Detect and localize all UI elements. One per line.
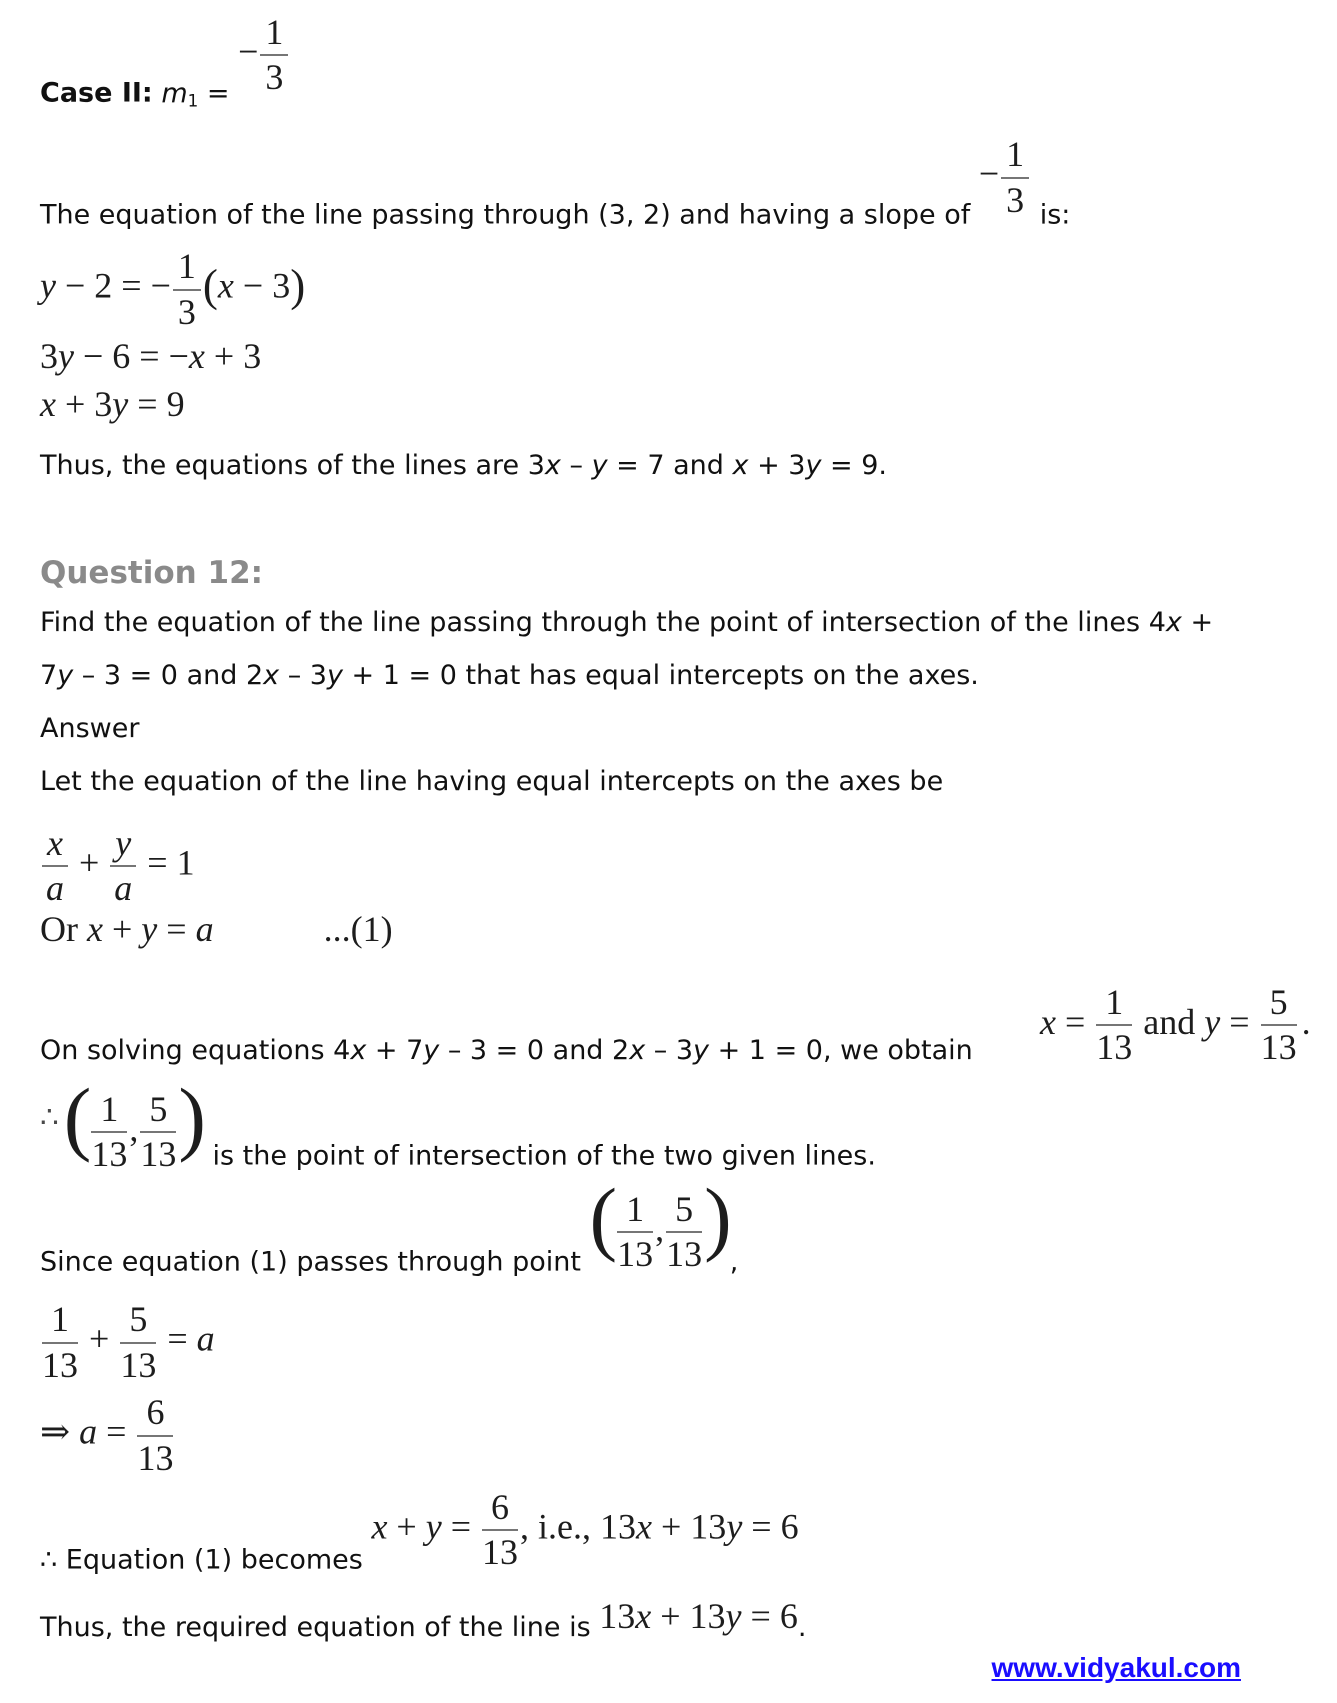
- intersection-point-math: ∴( $\frac{1}{13}$ , $\frac{5}{13}$ ): [40, 1070, 204, 1175]
- case-conclusion: Thus, the equations of the lines are 3x – y = 7 and x + 3y = 9.: [40, 449, 887, 481]
- let-sentence: Let the equation of the line having equal intercepts on the axes be: [40, 765, 944, 797]
- since-sentence: [40, 1170, 1297, 1283]
- intersection-point-text: is the point of intersection of the two given lines.: [203, 1140, 876, 1172]
- a-value-equation: ⇒ a = $\frac{6}{13}$: [40, 1392, 174, 1478]
- question-text: [40, 596, 1297, 702]
- equation-step-1: y − 2 = − $\frac{1}{3}$ (x − 3): [40, 246, 306, 332]
- answer-label: Answer: [40, 712, 140, 744]
- case-label: Case II:: [40, 77, 153, 109]
- equation-step-2: 3y − 6 = −x + 3: [40, 335, 262, 376]
- question-heading: Question 12:: [40, 554, 264, 591]
- case-ii-heading: [40, 0, 1297, 120]
- intro-sentence: [40, 136, 1297, 236]
- final-equation: 13x + 13y = 6: [599, 1595, 798, 1636]
- final-text: Thus, the required equation of the line is: [40, 1611, 600, 1643]
- substitution-equation: $\frac{1}{13}$ + $\frac{5}{13}$ = a: [42, 1299, 215, 1385]
- slope-fraction: − $\frac{1}{3}$: [979, 136, 1031, 219]
- becomes-math: x + y = $\frac{6}{13}$ , i.e., 13x + 13y = 6: [371, 1486, 799, 1573]
- solve-text: On solving equations 4x + 7y – 3 = 0 and 2x – 3y + 1 = 0, we obtain: [40, 1034, 973, 1066]
- case-variable: $m_1$ =: [161, 77, 239, 111]
- solution-values: [1040, 981, 1311, 1068]
- footer: [992, 1648, 1241, 1689]
- becomes-sentence: [40, 1486, 1297, 1581]
- equation-step-3: x + 3y = 9: [40, 383, 185, 424]
- or-equation-body: Or x + y = a: [40, 908, 214, 949]
- final-period: .: [797, 1611, 807, 1643]
- solution-math: x = $\frac{1}{13}$ and y = $\frac{5}{13}$: [1040, 981, 1297, 1068]
- becomes-text: ∴ Equation (1) becomes: [40, 1544, 372, 1576]
- question-line-1: Find the equation of the line passing through the point of intersection of the lines 4x +: [40, 606, 1214, 638]
- intercept-form-equation: $\frac{x}{a}$ + $\frac{y}{a}$ = 1: [40, 825, 1297, 908]
- derivation-equations: [40, 248, 1297, 425]
- intro-text-after: is:: [1031, 200, 1071, 232]
- case-fraction: − $\frac{1}{3}$: [238, 14, 290, 97]
- since-text: Since equation (1) passes through point: [40, 1246, 590, 1278]
- equation-reference: ...(1): [323, 908, 393, 949]
- since-comma: ,: [729, 1246, 739, 1278]
- question-line-2: 7y – 3 = 0 and 2x – 3y + 1 = 0 that has equal intercepts on the axes.: [40, 659, 979, 691]
- since-point-math: ( $\frac{1}{13}$ , $\frac{5}{13}$ ): [589, 1170, 730, 1274]
- website-link[interactable]: www.vidyakul.com: [991, 1652, 1241, 1683]
- intersection-point-line: [40, 1070, 1297, 1177]
- or-equation: [40, 908, 1297, 953]
- solution-period: .: [1301, 1001, 1311, 1042]
- intro-text-before: The equation of the line passing through (3, 2) and having a slope of: [40, 200, 979, 232]
- solve-sentence: [40, 981, 1311, 1071]
- final-conclusion: [40, 1595, 1297, 1648]
